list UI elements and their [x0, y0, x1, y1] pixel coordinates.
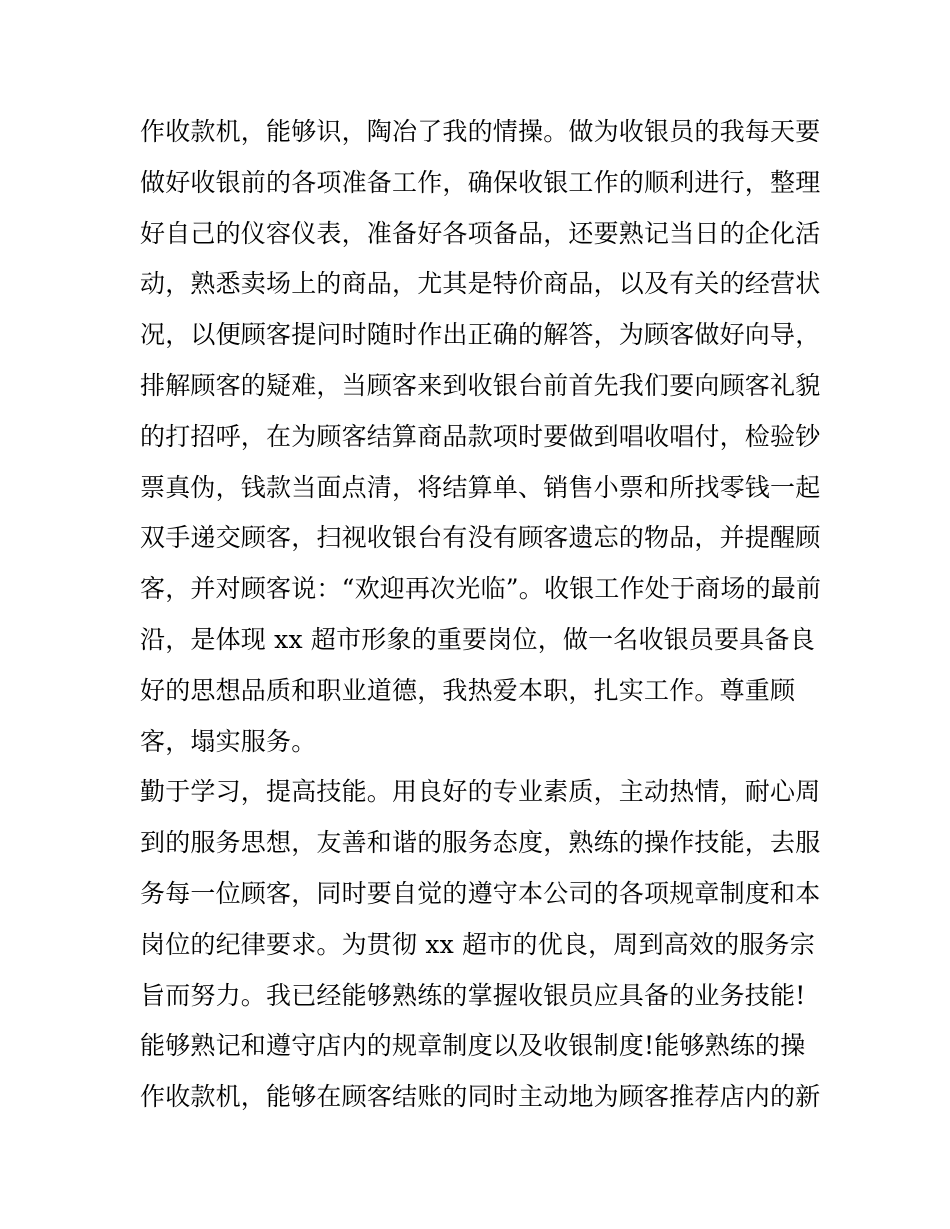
text-line: 客，塌实服务。	[140, 726, 317, 756]
text-line: 好的思想品质和职业道德，我热爱本职，扎实工作。尊重顾	[140, 675, 796, 705]
text-line: 客，并对顾客说：“欢迎再次光临”。收银工作处于商场的最前	[140, 574, 822, 604]
text-line: 勤于学习，提高技能。用良好的专业素质，主动热情，耐心周	[140, 777, 821, 807]
text-line: 双手递交顾客，扫视收银台有没有顾客遗忘的物品，并提醒顾	[140, 523, 821, 553]
text-line: 能够熟记和遵守店内的规章制度以及收银制度!能够熟练的操	[140, 1031, 806, 1061]
text-line: 况，以便顾客提问时随时作出正确的解答，为顾客做好向导，	[140, 320, 821, 350]
text-line: 作收款机，能够识，陶冶了我的情操。做为收银员的我每天要	[140, 117, 821, 146]
text-line: 排解顾客的疑难，当顾客来到收银台前首先我们要向顾客礼貌	[140, 370, 821, 400]
text-line: 务每一位顾客，同时要自觉的遵守本公司的各项规章制度和本	[140, 878, 821, 908]
text-line: 到的服务思想，友善和谐的服务态度，熟练的操作技能，去服	[140, 828, 821, 858]
text-line: 票真伪，钱款当面点清，将结算单、销售小票和所找零钱一起	[140, 472, 821, 502]
text-line: 动，熟悉卖场上的商品，尤其是特价商品，以及有关的经营状	[140, 269, 821, 299]
text-line: 好自己的仪容仪表，准备好各项备品，还要熟记当日的企化活	[140, 218, 821, 248]
body-text	[140, 107, 820, 1123]
text-line: 沿，是体现 xx 超市形象的重要岗位，做一名收银员要具备良	[140, 624, 815, 654]
text-line: 的打招呼，在为顾客结算商品款项时要做到唱收唱付，检验钞	[140, 421, 821, 451]
text-line: 岗位的纪律要求。为贯彻 xx 超市的优良，周到高效的服务宗	[140, 929, 815, 959]
text-line: 做好收银前的各项准备工作，确保收银工作的顺利进行，整理	[140, 167, 821, 197]
text-line: 旨而努力。我已经能够熟练的掌握收银员应具备的业务技能!	[140, 980, 806, 1010]
text-line: 作收款机，能够在顾客结账的同时主动地为顾客推荐店内的新	[140, 1082, 821, 1112]
